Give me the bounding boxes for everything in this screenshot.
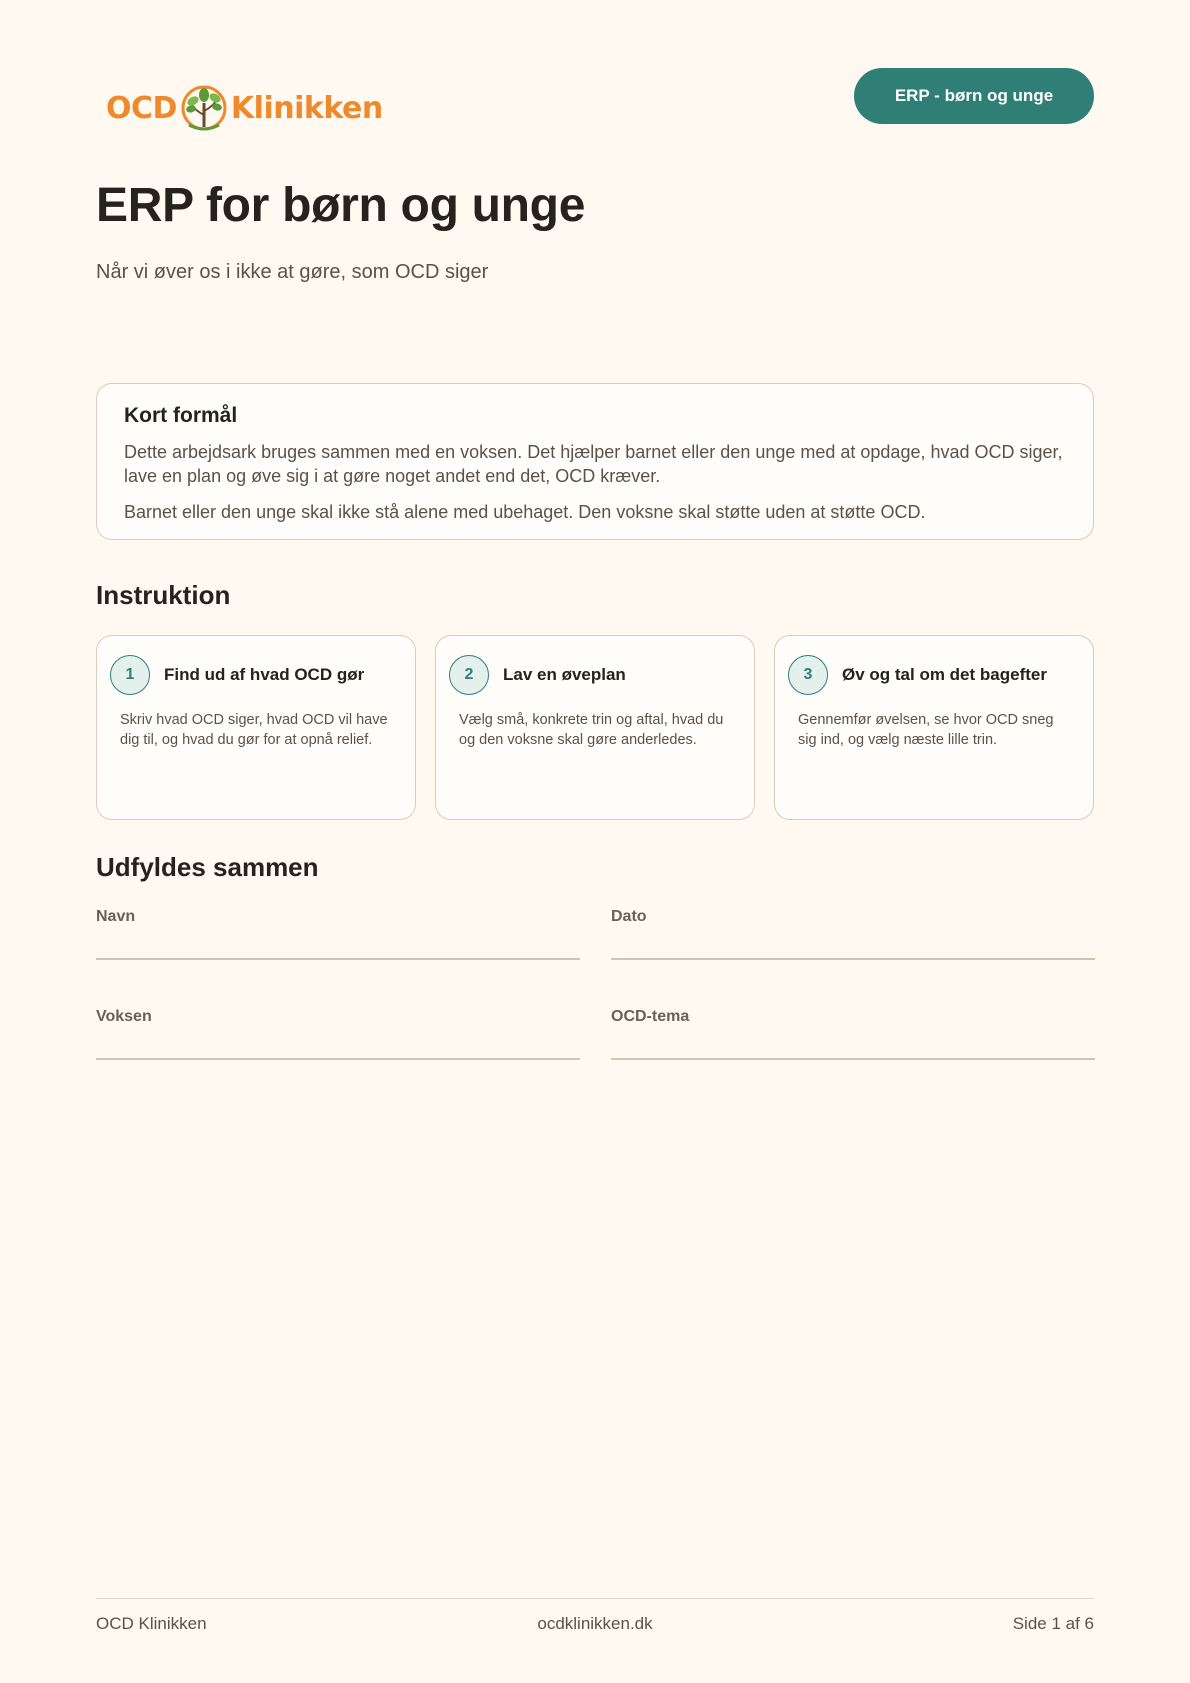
- purpose-box: [96, 383, 1094, 540]
- name-field[interactable]: [96, 908, 580, 960]
- adult-field[interactable]: [96, 1008, 580, 1060]
- ocd-theme-field-label: OCD-tema: [611, 1008, 690, 1025]
- adult-field-line[interactable]: [96, 1058, 580, 1060]
- ocd-klinikken-logo: [106, 80, 383, 136]
- date-field-line[interactable]: [611, 958, 1095, 960]
- footer-website: ocdklinikken.dk: [537, 1614, 653, 1633]
- purpose-paragraph-1: Dette arbejdsark bruges sammen med en voksen. Det hjælper barnet eller den unge med at opdage, hvad OCD siger, lave en plan og øve sig i at gøre noget andet end det, OCD kræver.: [124, 442, 1063, 486]
- instruction-steps: [96, 635, 1094, 820]
- step-card-1: [96, 635, 416, 820]
- step-title: Øv og tal om det bagefter: [842, 665, 1047, 684]
- step-number-badge: 2: [449, 655, 489, 695]
- step-card-2: [435, 635, 755, 820]
- footer-organization: OCD Klinikken: [96, 1614, 207, 1633]
- step-description: Vælg små, konkrete trin og aftal, hvad du og den voksne skal gøre anderledes.: [459, 712, 724, 748]
- step-title: Lav en øveplan: [503, 665, 626, 684]
- step-title: Find ud af hvad OCD gør: [164, 665, 365, 684]
- step-description: Skriv hvad OCD siger, hvad OCD vil have dig til, og hvad du gør for at opnå relief.: [120, 712, 388, 748]
- date-field[interactable]: [611, 908, 1095, 960]
- date-field-label: Dato: [611, 908, 647, 925]
- purpose-heading: Kort formål: [124, 404, 238, 427]
- step-card-3: [774, 635, 1094, 820]
- footer-divider: [96, 1598, 1094, 1599]
- ocd-theme-field[interactable]: [611, 1008, 1095, 1060]
- logo-text-ocd: OCD: [106, 90, 177, 126]
- step-number-badge: 3: [788, 655, 828, 695]
- instructions-heading: Instruktion: [96, 580, 231, 610]
- purpose-paragraph-2: Barnet eller den unge skal ikke stå alene med ubehaget. Den voksne skal støtte uden at støtte OCD.: [124, 502, 926, 522]
- name-field-line[interactable]: [96, 958, 580, 960]
- worksheet-page: [96, 0, 1094, 1683]
- footer-page-number: Side 1 af 6: [1012, 1614, 1094, 1633]
- ocd-theme-field-line[interactable]: [611, 1058, 1095, 1060]
- name-field-label: Navn: [96, 908, 136, 925]
- adult-field-label: Voksen: [96, 1008, 152, 1025]
- logo-text-klinikken: Klinikken: [230, 90, 383, 126]
- tree-logo-icon: [179, 81, 229, 135]
- page-title: ERP for børn og unge: [96, 179, 586, 232]
- topic-badge: ERP - børn og unge: [854, 68, 1094, 124]
- step-number-badge: 1: [110, 655, 150, 695]
- page-subtitle: Når vi øver os i ikke at gøre, som OCD siger: [96, 261, 489, 283]
- form-heading: Udfyldes sammen: [96, 852, 319, 882]
- step-description: Gennemfør øvelsen, se hvor OCD sneg sig ind, og vælg næste lille trin.: [798, 712, 1054, 748]
